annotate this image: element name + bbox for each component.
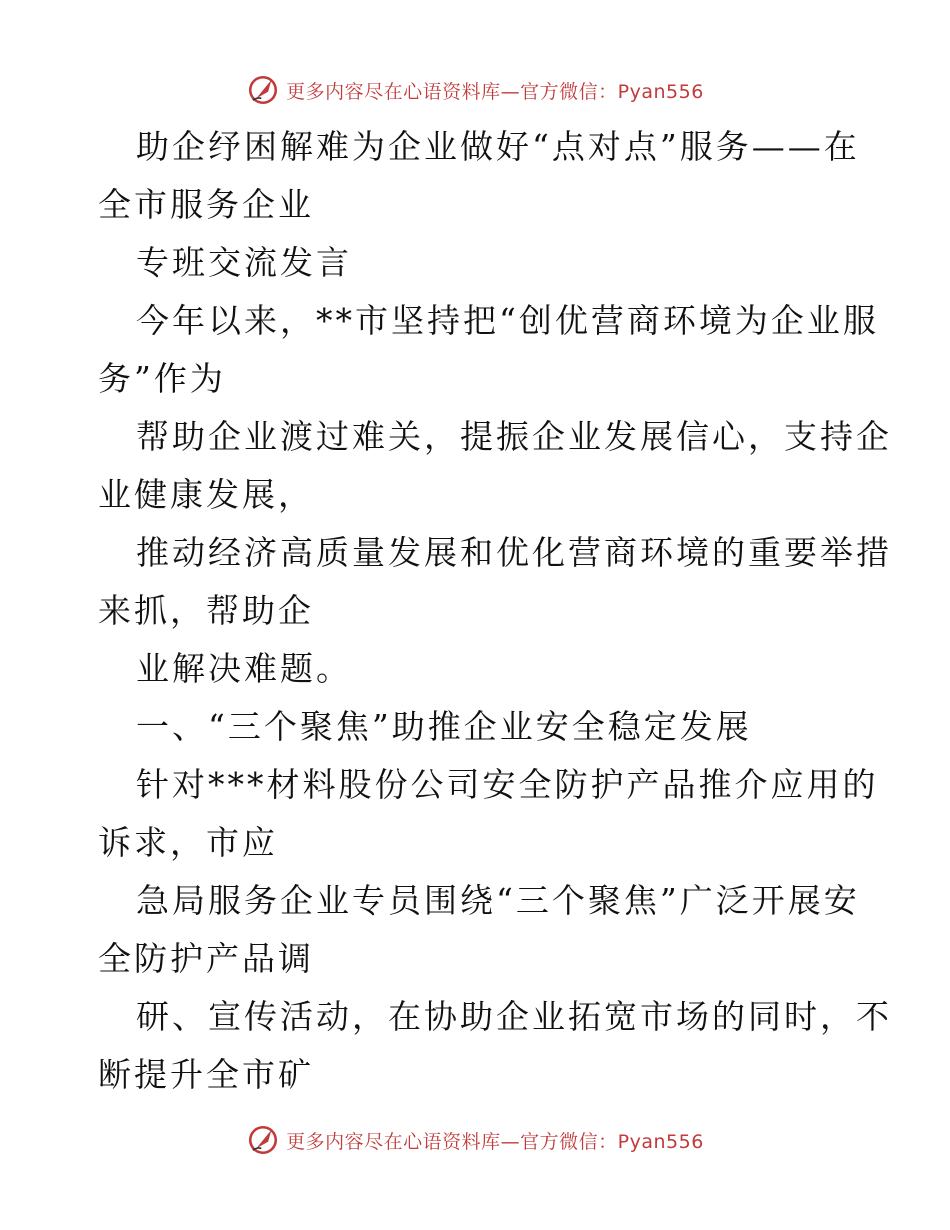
watermark-text: 更多内容尽在心语资料库—官方微信：Pyan556 bbox=[286, 1130, 704, 1153]
text-line: 帮助企业渡过难关，提振企业发展信心，支持企 bbox=[136, 417, 892, 456]
text-line: 业解决难题。 bbox=[136, 649, 352, 688]
footer-watermark bbox=[0, 1120, 950, 1160]
watermark-text: 更多内容尽在心语资料库—官方微信：Pyan556 bbox=[286, 80, 704, 103]
text-line: 业健康发展， bbox=[98, 475, 314, 514]
text-line: 今年以来，**市坚持把“创优营商环境为企业服 bbox=[136, 301, 879, 340]
header-watermark bbox=[0, 70, 950, 110]
text-line: 诉求，市应 bbox=[98, 823, 278, 862]
section-heading: 一、“三个聚焦”助推企业安全稳定发展 bbox=[136, 707, 752, 746]
text-line: 专班交流发言 bbox=[136, 243, 352, 282]
text-line: 研、宣传活动，在协助企业拓宽市场的同时，不 bbox=[136, 997, 892, 1036]
text-line: 断提升全市矿 bbox=[98, 1055, 314, 1094]
text-line: 推动经济高质量发展和优化营商环境的重要举措 bbox=[136, 533, 892, 572]
text-line: 全防护产品调 bbox=[98, 939, 314, 978]
document-body bbox=[98, 118, 892, 1104]
text-line: 助企纾困解难为企业做好“点对点”服务——在 bbox=[136, 127, 860, 166]
text-line: 来抓，帮助企 bbox=[98, 591, 314, 630]
quill-logo-icon bbox=[246, 73, 280, 107]
text-line: 急局服务企业专员围绕“三个聚焦”广泛开展安 bbox=[136, 881, 860, 920]
quill-logo-icon bbox=[246, 1123, 280, 1157]
text-line: 务”作为 bbox=[98, 359, 226, 398]
text-line: 全市服务企业 bbox=[98, 185, 314, 224]
text-line: 针对***材料股份公司安全防护产品推介应用的 bbox=[136, 765, 879, 804]
